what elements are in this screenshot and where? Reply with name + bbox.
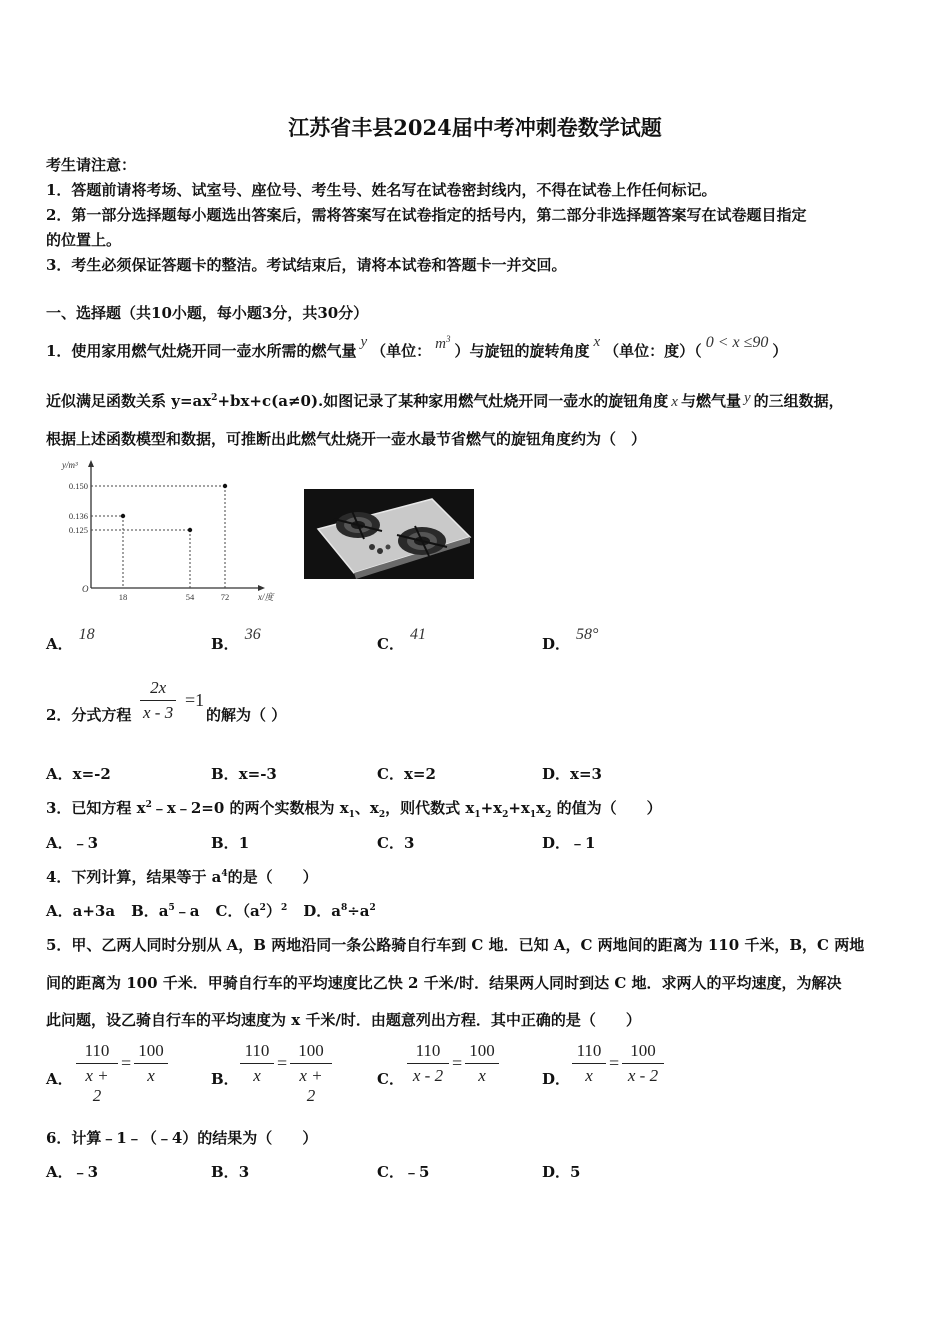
- q2-prefix: 2．分式方程: [46, 706, 132, 724]
- q6-option-c: C．﹣5: [377, 1163, 430, 1181]
- q5-option-d-right: 100 x - 2: [622, 1041, 664, 1086]
- q5-option-b-left: 110 x: [240, 1041, 274, 1086]
- q2-fraction: 2x x - 3: [140, 678, 176, 723]
- notice-item-3: 3．考生必须保证答题卡的整洁。考试结束后，请将本试卷和答题卡一并交回。: [46, 256, 567, 274]
- chart-y-tick-1: 0.136: [68, 511, 88, 521]
- q1-option-d: D．58°: [542, 626, 599, 653]
- q3-stem: 3．已知方程 $x^2﹣x﹣2=0$ 的两个实数根为 $x_1$、$x_2$，则代数式 $x_1+x_2+x_1x_2$ 的值为（ ）: [46, 799, 662, 820]
- section-heading: 一、选择题（共10小题，每小题3分，共30分）: [46, 304, 369, 322]
- q5-option-a-left: 110 x + 2: [76, 1041, 118, 1106]
- chart-point-1: [188, 528, 192, 532]
- q1-option-b: B．36: [211, 626, 261, 653]
- q1-chart: [55, 456, 285, 606]
- q5-option-a-label: A．: [46, 1070, 73, 1088]
- chart-xlabel: x/度: [258, 592, 274, 602]
- q2-option-c: C．x=2: [377, 765, 436, 783]
- q5-option-d-label: D．: [542, 1070, 571, 1088]
- chart-x-tick-1: 54: [185, 592, 195, 602]
- chart-origin: O: [82, 584, 89, 594]
- q6-option-a: A．﹣3: [46, 1163, 99, 1181]
- chart-point-2: [223, 484, 227, 488]
- q3-option-c: C．3: [377, 834, 415, 852]
- notice-item-1: 1．答题前请将考场、试室号、座位号、考生号、姓名写在试卷密封线内，不得在试卷上作任何标记。: [46, 181, 717, 199]
- q2-option-b: B．x=-3: [211, 765, 277, 783]
- q4-stem: 4．下列计算，结果等于 $a^4$的是（ ）: [46, 868, 318, 886]
- notice-item-2: 2．第一部分选择题每小题选出答案后，需将答案写在试卷指定的括号内，第二部分非选择题答案写在试卷题目指定: [46, 206, 807, 224]
- q4-option-a: A．a+3a: [46, 902, 116, 920]
- q5-option-d-equals: =: [609, 1053, 620, 1073]
- q1-line1: [46, 334, 788, 361]
- chart-y-tick-0: 0.150: [68, 481, 88, 491]
- q1-var-y: y: [360, 334, 368, 350]
- q2-equals: =1: [185, 690, 205, 710]
- q6-option-b: B．3: [211, 1163, 250, 1181]
- q1-unit: $m^3$: [435, 334, 451, 352]
- q1-text-a: 1．使用家用燃气灶烧开同一壶水所需的燃气量: [46, 342, 357, 360]
- q5-line1: 5．甲、乙两人同时分别从 A，B 两地沿同一条公路骑自行车到 C 地．已知 A，C 两地间的距离为 110 千米，B，C 两地: [46, 936, 865, 954]
- q1-line2: 近似满足函数关系 $y=ax^2+bx+c(a\ne 0)$.如图记录了某种家用燃气灶烧开同一壶水的旋钮角度 x 与燃气量 y 的三组数据，: [46, 390, 844, 410]
- q2-option-a: A．x=-2: [46, 765, 111, 783]
- chart-x-arrow: [258, 585, 265, 591]
- stove-photo: [304, 489, 474, 579]
- page-title: 江苏省丰县2024届中考冲刺卷数学试题: [288, 115, 662, 140]
- q4-option-d: D．$a^8\div a^2$: [303, 902, 376, 920]
- q4-option-c: C．$(a^2)^2$: [215, 902, 288, 920]
- q5-option-b-equals: =: [277, 1053, 288, 1073]
- q5-option-c-equals: =: [452, 1053, 463, 1073]
- q3-option-d: D．﹣1: [542, 834, 596, 852]
- q1-option-a: A．18: [46, 626, 95, 653]
- q5-option-c-label: C．: [377, 1070, 404, 1088]
- q1-var-x: x: [593, 334, 601, 350]
- q5-option-d-left: 110 x: [572, 1041, 606, 1086]
- q5-option-c-left: 110 x - 2: [407, 1041, 449, 1086]
- q2-option-d: D．x=3: [542, 765, 602, 783]
- q1-range: 0 < x ≤90: [705, 334, 769, 351]
- q4-option-b: B．$a^5﹣a$: [131, 902, 200, 920]
- q5-option-b-label: B．: [211, 1070, 239, 1088]
- notice-item-2-cont: 的位置上。: [46, 231, 122, 249]
- q1-text-b: ）与旋钮的旋转角度: [454, 342, 590, 360]
- chart-x-tick-2: 72: [220, 592, 230, 602]
- q1-text-c: （单位：度）（: [604, 342, 702, 360]
- chart-x-tick-0: 18: [118, 592, 128, 602]
- chart-y-tick-2: 0.125: [68, 525, 88, 535]
- q5-line2: 间的距离为 100 千米．甲骑自行车的平均速度比乙快 2 千米/时．结果两人同时到达 C 地．求两人的平均速度，为解决: [46, 974, 842, 992]
- chart-y-arrow: [88, 460, 94, 467]
- q6-option-d: D．5: [542, 1163, 581, 1181]
- q1-line3: 根据上述函数模型和数据，可推断出此燃气灶烧开一壶水最节省燃气的旋钮角度约为（ ）: [46, 430, 647, 448]
- notice-heading: 考生请注意：: [46, 156, 137, 174]
- q4-options: [46, 900, 376, 921]
- q5-option-a-right: 100 x: [134, 1041, 168, 1086]
- q1-unit-open: （单位：: [371, 342, 432, 360]
- q6-stem: 6．计算﹣1﹣（﹣4）的结果为（ ）: [46, 1129, 318, 1147]
- q3-option-a: A．﹣3: [46, 834, 99, 852]
- q5-option-a-equals: =: [121, 1053, 132, 1073]
- q2-suffix: 的解为（ ）: [206, 706, 287, 724]
- q1-text-d: ）: [772, 342, 788, 360]
- q5-option-b-right: 100 x + 2: [290, 1041, 332, 1106]
- chart-ylabel: y/m³: [62, 460, 78, 470]
- chart-point-0: [121, 514, 125, 518]
- q5-option-c-right: 100 x: [465, 1041, 499, 1086]
- q5-line3: 此问题，设乙骑自行车的平均速度为 x 千米/时．由题意列出方程．其中正确的是（ ）: [46, 1011, 641, 1029]
- q1-option-c: C．41: [377, 626, 426, 653]
- q3-option-b: B．1: [211, 834, 250, 852]
